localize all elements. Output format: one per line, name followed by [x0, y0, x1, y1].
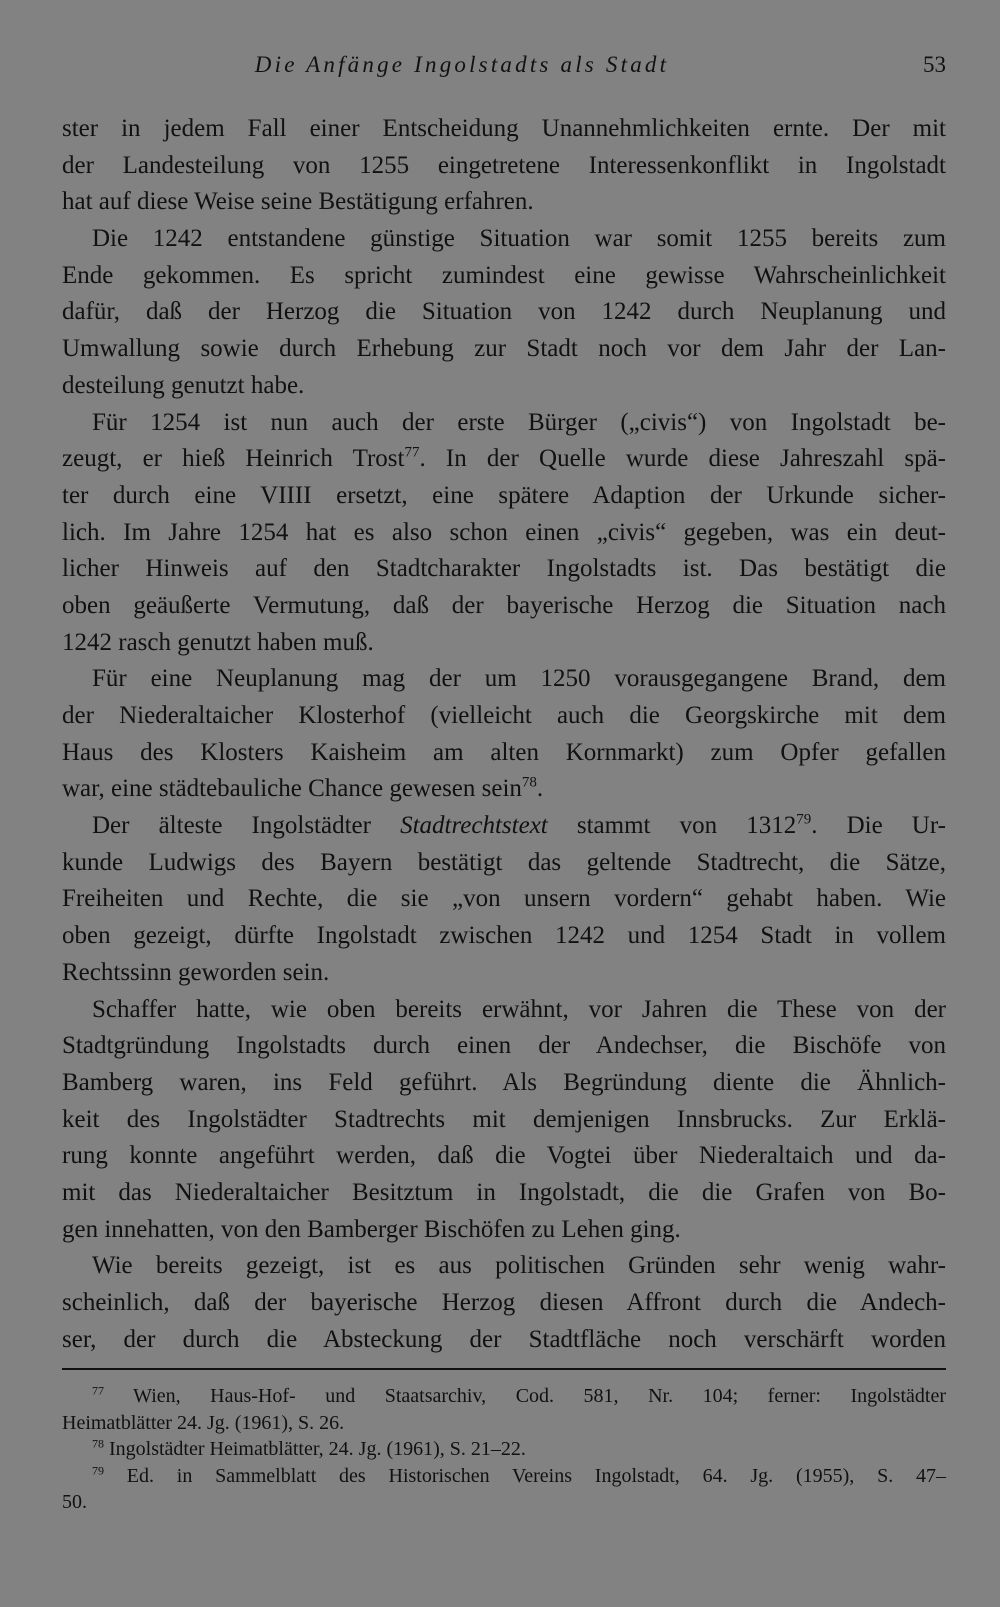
text-segment: Der älteste Ingolstädter	[92, 812, 401, 840]
italic-term: Stadtrechtstext	[400, 812, 548, 840]
text-line: scheinlich, daß der bayerische Herzog diesen Affront durch die Andech-	[62, 1289, 946, 1316]
text-line: der Niederaltaicher Klosterhof (vielleicht auch die Georgskirche mit dem	[62, 702, 946, 729]
text-line: ser, der durch die Absteckung der Stadtfläche noch verschärft worden	[62, 1325, 946, 1353]
text-segment: stammt von 1312	[547, 812, 797, 840]
footnote-line: 50.	[62, 1491, 87, 1513]
text-segment: . Die Ur-	[811, 812, 946, 840]
text-line: 1242 rasch genutzt haben muß.	[62, 628, 374, 656]
text-line: oben geäußerte Vermutung, daß der bayerische Herzog die Situation nach	[62, 591, 946, 619]
text-line: oben gezeigt, dürfte Ingolstadt zwischen 1242 und 1254 Stadt in vollem	[62, 922, 946, 950]
footnote-line: Heimatblätter 24. Jg. (1961), S. 26.	[62, 1411, 345, 1434]
text-line: Schaffer hatte, wie oben bereits erwähnt, vor Jahren die These von der	[92, 995, 946, 1023]
text-line: dafür, daß der Herzog die Situation von 1242 durch Neuplanung und	[62, 298, 946, 326]
text-line: Freiheiten und Rechte, die sie „von unsern vordern“ gehabt haben. Wie	[62, 885, 946, 913]
footnote-78	[62, 1436, 946, 1463]
text-line: ter durch eine VIIII ersetzt, eine spätere Adaption der Urkunde sicher-	[62, 481, 946, 509]
text-line: kunde Ludwigs des Bayern bestätigt das geltende Stadtrecht, die Sätze,	[62, 848, 946, 876]
text-segment: . In der Quelle wurde diese Jahreszahl spä-	[419, 445, 946, 473]
text-line: keit des Ingolstädter Stadtrechts mit demjenigen Innsbrucks. Zur Erklä-	[62, 1105, 946, 1133]
text-line: mit das Niederaltaicher Besitztum in Ingolstadt, die die Grafen von Bo-	[62, 1178, 946, 1206]
text-line	[62, 808, 946, 845]
footnote-text: Ingolstädter Heimatblätter, 24. Jg. (1961), S. 21–22.	[104, 1438, 526, 1460]
text-line: Für 1254 ist nun auch der erste Bürger („civis“) von Ingolstadt be-	[92, 408, 946, 436]
text-line: Bamberg waren, ins Feld geführt. Als Begründung diente die Ähnlich-	[62, 1068, 946, 1096]
footnote-ref-79: 79	[796, 811, 812, 828]
text-segment: zeugt, er hieß Heinrich Trost	[62, 445, 405, 473]
text-line: desteilung genutzt habe.	[62, 371, 305, 399]
footnote-ref-77: 77	[404, 444, 420, 461]
footnote-77	[62, 1383, 946, 1410]
text-line: Die 1242 entstandene günstige Situation war somit 1255 bereits zum	[92, 225, 946, 253]
running-title: Die Anfänge Ingolstadts als Stadt	[254, 52, 670, 77]
footnote-text: Wien, Haus-Hof- und Staatsarchiv, Cod. 581, Nr. 104; ferner: Ingolstädter	[104, 1385, 946, 1407]
footnote-divider	[62, 1368, 946, 1370]
running-head	[62, 48, 946, 82]
text-line: Ende gekommen. Es spricht zumindest eine gewisse Wahrscheinlichkeit	[62, 261, 946, 289]
footnote-ref-78: 78	[521, 775, 537, 792]
text-line: licher Hinweis auf den Stadtcharakter Ingolstadts ist. Das bestätigt die	[62, 555, 946, 583]
text-line: Haus des Klosters Kaisheim am alten Kornmarkt) zum Opfer gefallen	[62, 738, 946, 766]
footnote-number: 78	[92, 1436, 104, 1451]
text-line: rung konnte angeführt werden, daß die Vogtei über Niederaltaich und da-	[62, 1142, 946, 1170]
text-line: Rechtssinn geworden sein.	[62, 958, 330, 986]
text-line	[62, 441, 946, 478]
text-line	[62, 771, 946, 808]
footnotes	[62, 1383, 946, 1516]
text-line: Umwallung sowie durch Erhebung zur Stadt noch vor dem Jahr der Lan-	[62, 335, 946, 363]
footnote-text: Ed. in Sammelblatt des Historischen Vereins Ingolstadt, 64. Jg. (1955), S. 47–	[104, 1464, 946, 1487]
text-line: Stadtgründung Ingolstadts durch einen der Andechser, die Bischöfe von	[62, 1032, 946, 1060]
footnote-number: 79	[92, 1462, 104, 1477]
text-segment: .	[536, 775, 544, 803]
text-line: hat auf diese Weise seine Bestätigung erfahren.	[62, 188, 534, 216]
footnote-79	[62, 1463, 946, 1490]
footnote-number: 77	[92, 1383, 104, 1398]
text-line: Für eine Neuplanung mag der um 1250 vorausgegangene Brand, dem	[92, 665, 946, 693]
body-text	[62, 111, 946, 1358]
text-segment: war, eine städtebauliche Chance gewesen sein	[62, 775, 522, 803]
text-line: lich. Im Jahre 1254 hat es also schon einen „civis“ gegeben, was ein deut-	[62, 518, 946, 546]
text-line: Wie bereits gezeigt, ist es aus politischen Gründen sehr wenig wahr-	[92, 1252, 946, 1280]
text-line: ster in jedem Fall einer Entscheidung Unannehmlichkeiten ernte. Der mit	[62, 115, 946, 142]
page-number: 53	[923, 52, 946, 77]
text-line: gen innehatten, von den Bamberger Bischöfen zu Lehen ging.	[62, 1215, 681, 1243]
text-line: der Landesteilung von 1255 eingetretene Interessenkonflikt in Ingolstadt	[62, 151, 946, 179]
